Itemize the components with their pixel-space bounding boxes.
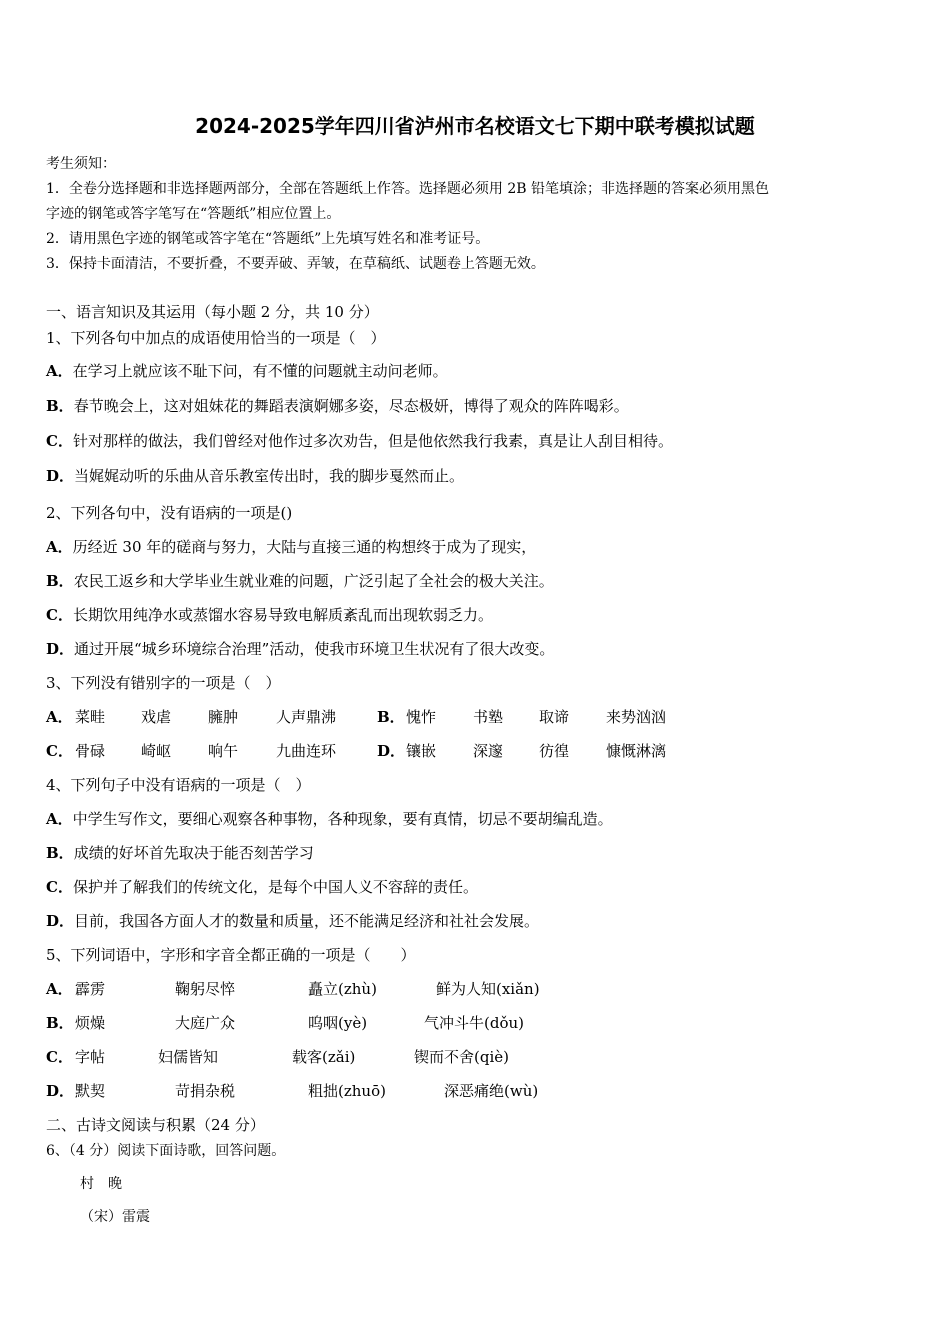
option-label: B． — [377, 708, 405, 726]
option-word: 书塾 — [473, 708, 504, 726]
question-5-stem: 5、下列词语中，字形和字音全都正确的一项是（ ） — [46, 946, 416, 964]
option-word: 深恶痛绝(wù) — [444, 1082, 539, 1100]
option-label: D． — [46, 1082, 75, 1100]
notice-item-1-line-2: 字迹的钢笔或答字笔写在“答题纸”相应位置上。 — [46, 206, 341, 222]
option-word: 默契 — [75, 1082, 106, 1100]
option-text: 保护并了解我们的传统文化，是每个中国人义不容辞的责任。 — [72, 878, 478, 896]
option-word: 气冲斗牛(dǒu) — [424, 1014, 524, 1032]
option-text: 农民工返乡和大学毕业生就业难的问题，广泛引起了全社会的极大关注。 — [73, 572, 554, 590]
option-word: 崎岖 — [141, 742, 172, 760]
option-word: 霹雳 — [75, 980, 106, 998]
option-word: 鞠躬尽悴 — [175, 980, 236, 998]
question-1-option-b — [46, 395, 629, 416]
option-word: 戏虐 — [141, 708, 172, 726]
question-6-stem: 6、（4 分）阅读下面诗歌，回答问题。 — [46, 1143, 286, 1159]
option-text: 针对那样的做法，我们曾经对他作过多次劝告，但是他依然我行我素，真是让人刮目相待。 — [72, 432, 673, 450]
option-text: 通过开展“城乡环境综合治理”活动，使我市环境卫生状况有了很大改变。 — [74, 640, 555, 658]
question-4-option-b — [46, 842, 314, 863]
option-word: 字帖 — [75, 1048, 106, 1066]
option-word: 呜咽(yè) — [308, 1014, 368, 1032]
option-label: C． — [46, 742, 73, 760]
question-4-option-d — [46, 910, 539, 931]
option-word: 苛捐杂税 — [175, 1082, 236, 1100]
option-label: D． — [46, 467, 75, 485]
option-text: 春节晚会上，这对姐妹花的舞蹈表演婀娜多姿，尽态极妍，博得了观众的阵阵喝彩。 — [73, 397, 629, 415]
question-4-option-a — [46, 808, 613, 829]
notice-item-2: 2．请用黑色字迹的钢笔或答字笔在“答题纸”上先填写姓名和准考证号。 — [46, 231, 490, 247]
page-title: 2024-2025学年四川省泸州市名校语文七下期中联考模拟试题 — [195, 114, 755, 138]
option-text: 目前，我国各方面人才的数量和质量，还不能满足经济和社社会发展。 — [74, 912, 540, 930]
option-text: 长期饮用纯净水或蒸馏水容易导致电解质紊乱而出现软弱乏力。 — [72, 606, 493, 624]
option-label: B． — [46, 844, 74, 862]
option-word: 粗拙(zhuō) — [308, 1082, 386, 1100]
option-label: A． — [46, 362, 73, 380]
option-text: 成绩的好坏首先取决于能否刻苦学习 — [73, 844, 314, 862]
option-label: D． — [377, 742, 406, 760]
notice-item-3: 3．保持卡面清洁，不要折叠，不要弄破、弄皱，在草稿纸、试题卷上答题无效。 — [46, 256, 545, 272]
option-word: 九曲连环 — [276, 742, 337, 760]
question-1-option-c — [46, 430, 673, 451]
poem-title: 村 晚 — [80, 1176, 122, 1192]
option-word: 妇儒皆知 — [158, 1048, 219, 1066]
question-2-option-b — [46, 570, 554, 591]
option-label: A． — [46, 538, 73, 556]
section-2-heading: 二、古诗文阅读与积累（24 分） — [46, 1116, 265, 1134]
option-label: C． — [46, 1048, 73, 1066]
question-1-stem: 1、下列各句中加点的成语使用恰当的一项是（ ） — [46, 329, 386, 347]
option-word: 臃肿 — [208, 708, 239, 726]
question-2-option-d — [46, 638, 554, 659]
option-word: 菜畦 — [75, 708, 106, 726]
option-word: 彷徨 — [539, 742, 570, 760]
option-label: A． — [46, 708, 73, 726]
option-label: B． — [46, 397, 74, 415]
option-label: C． — [46, 878, 73, 896]
option-label: D． — [46, 640, 75, 658]
option-text: 中学生写作文，要细心观察各种事物，各种现象，要有真情，切忌不要胡编乱造。 — [72, 810, 613, 828]
section-1-heading: 一、语言知识及其运用（每小题 2 分，共 10 分） — [46, 303, 379, 321]
option-label: B． — [46, 1014, 74, 1032]
option-label: B． — [46, 572, 74, 590]
question-4-stem: 4、下列句子中没有语病的一项是（ ） — [46, 776, 311, 794]
question-2-option-c — [46, 604, 493, 625]
option-word: 烦燥 — [75, 1014, 106, 1032]
notice-heading: 考生须知： — [46, 156, 116, 172]
option-text: 历经近 30 年的磋商与努力，大陆与直接三通的构想终于成为了现实， — [72, 538, 537, 556]
option-text: 当娓娓动听的乐曲从音乐教室传出时，我的脚步戛然而止。 — [74, 467, 465, 485]
option-word: 大庭广众 — [175, 1014, 236, 1032]
option-text: 在学习上就应该不耻下问，有不懂的问题就主动问老师。 — [72, 362, 448, 380]
option-label: C． — [46, 606, 73, 624]
question-3-stem: 3、下列没有错别字的一项是（ ） — [46, 674, 281, 692]
question-1-option-d — [46, 465, 464, 486]
poem-author: （宋）雷震 — [80, 1209, 150, 1225]
option-word: 深邃 — [473, 742, 504, 760]
option-word: 来势汹汹 — [606, 708, 667, 726]
question-4-option-c — [46, 876, 478, 897]
option-word: 取谛 — [539, 708, 570, 726]
question-2-stem: 2、下列各句中，没有语病的一项是() — [46, 504, 293, 522]
option-word: 镶嵌 — [406, 742, 437, 760]
option-word: 愧怍 — [406, 708, 437, 726]
question-1-option-a — [46, 360, 448, 381]
option-word: 鲜为人知(xiǎn) — [436, 980, 540, 998]
notice-item-1-line-1: 1．全卷分选择题和非选择题两部分，全部在答题纸上作答。选择题必须用 2B 铅笔填涂；非选择题的答案必须用黑色 — [46, 181, 769, 197]
option-label: A． — [46, 980, 73, 998]
option-word: 人声鼎沸 — [276, 708, 337, 726]
option-word: 慷慨淋漓 — [606, 742, 667, 760]
option-label: D． — [46, 912, 75, 930]
option-word: 锲而不舍(qiè) — [414, 1048, 509, 1066]
option-label: C． — [46, 432, 73, 450]
option-word: 载客(zǎi) — [292, 1048, 356, 1066]
option-label: A． — [46, 810, 73, 828]
option-word: 骨碌 — [75, 742, 106, 760]
question-2-option-a — [46, 536, 536, 557]
option-word: 响午 — [208, 742, 239, 760]
option-word: 矗立(zhù) — [308, 980, 377, 998]
